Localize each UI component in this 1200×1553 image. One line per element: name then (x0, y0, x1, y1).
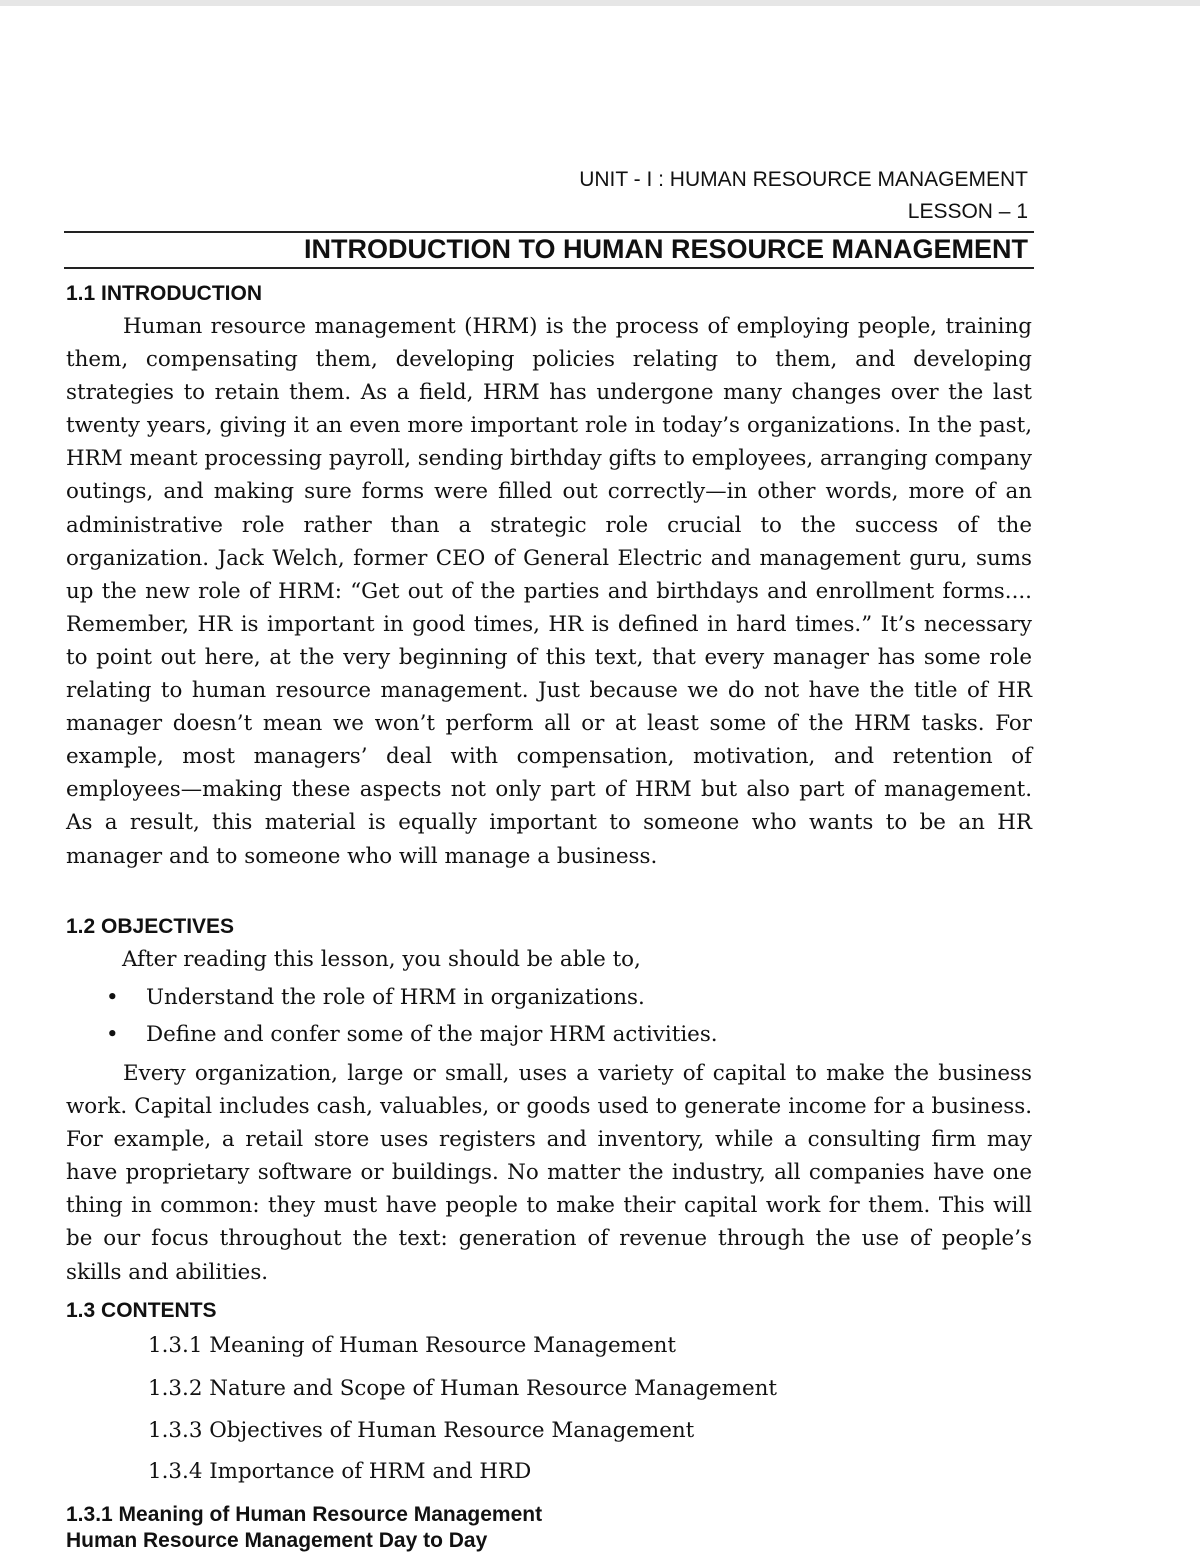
section-heading-objectives: 1.2 OBJECTIVES (66, 915, 235, 938)
lesson-header: LESSON – 1 (907, 200, 1028, 223)
section-heading-introduction: 1.1 INTRODUCTION (66, 282, 263, 305)
subsection-heading-meaning: 1.3.1 Meaning of Human Resource Management (66, 1503, 543, 1526)
viewer-top-border (0, 0, 1200, 6)
title-rule-top (64, 231, 1034, 233)
contents-item: 1.3.2 Nature and Scope of Human Resource Management (148, 1376, 777, 1401)
introduction-text: Human resource management (HRM) is the process of employing people, training them, compensating them, developing policies relating to them, and developing strategies to retain them. As a field, HRM has undergone many changes over the last twenty years, giving it an even more important role in today’s organizations. In the past, HRM meant processing payroll, sending birthday gifts to employees, arranging company outings, and making sure forms were filled out correctly—in other words, more of an administrative role rather than a strategic role crucial to the success of the organization. Jack Welch, former CEO of General Electric and management guru, sums up the new role of HRM: “Get out of the parties and birthdays and enrollment forms.... Remember, HR is important in good times, HR is defined in hard times.” It’s necessary to point out here, at the very beginning of this text, that every manager has some role relating to human resource management. Just because we do not have the title of HR manager doesn’t mean we won’t perform all or at least some of the HRM tasks. For example, most managers’ deal with compensation, motivation, and retention of employees—making these aspects not only part of HRM but also part of management. As a result, this material is equally important to someone who wants to be an HR manager and to someone who will manage a business. (66, 314, 1032, 869)
bullet-symbol: • (106, 1022, 119, 1047)
unit-header: UNIT - I : HUMAN RESOURCE MANAGEMENT (579, 168, 1028, 191)
title-rule-bottom (64, 267, 1034, 269)
objectives-text: Every organization, large or small, uses a variety of capital to make the business work. Capital includes cash, valuables, or goods used to generate income for a business. For example, a retail store uses registers and inventory, while a consulting firm may have proprietary software or buildings. No matter the industry, all companies have one thing in common: they must have people to make their capital work for them. This will be our focus throughout the text: generation of revenue through the use of people’s skills and abilities. (66, 1061, 1032, 1285)
introduction-paragraph (66, 310, 1032, 873)
objective-bullet-text: Define and confer some of the major HRM activities. (146, 1022, 718, 1047)
contents-item: 1.3.1 Meaning of Human Resource Management (148, 1333, 676, 1358)
bullet-symbol: • (106, 985, 119, 1010)
objective-bullet-item (106, 1022, 718, 1047)
objective-bullet-text: Understand the role of HRM in organizations. (146, 985, 645, 1010)
subsection-subheading: Human Resource Management Day to Day (66, 1529, 488, 1552)
contents-item: 1.3.4 Importance of HRM and HRD (148, 1459, 532, 1484)
objectives-paragraph (66, 1057, 1032, 1289)
page-title: INTRODUCTION TO HUMAN RESOURCE MANAGEMENT (304, 234, 1028, 264)
section-heading-contents: 1.3 CONTENTS (66, 1299, 217, 1322)
objectives-lead: After reading this lesson, you should be able to, (122, 947, 641, 972)
objective-bullet-item (106, 985, 645, 1010)
contents-item: 1.3.3 Objectives of Human Resource Management (148, 1418, 695, 1443)
